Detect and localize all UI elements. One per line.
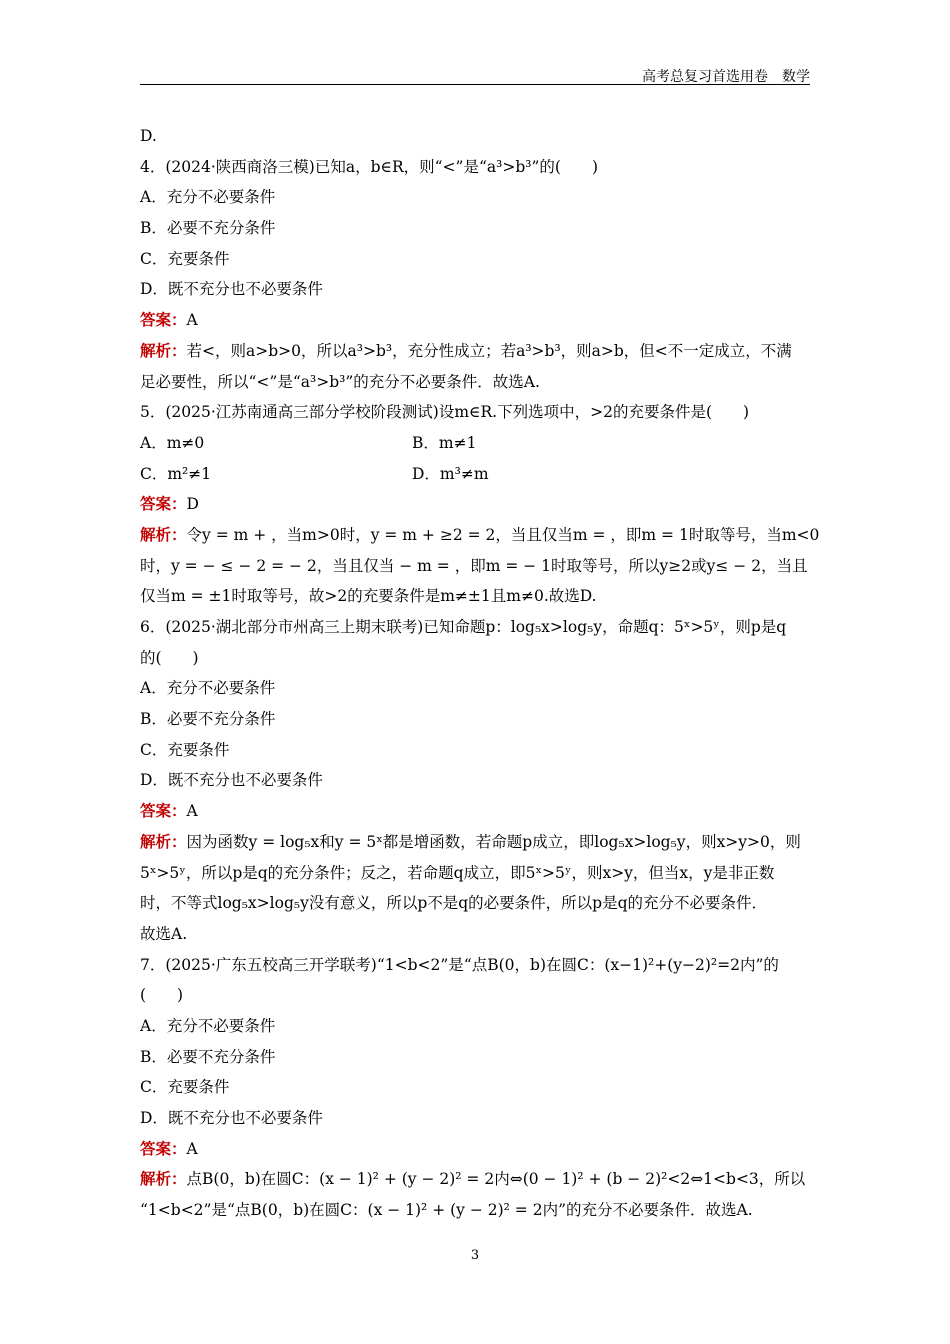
option-b: B．必要不充分条件 [140,710,276,729]
option-a: A．充分不必要条件 [140,679,276,698]
option-a: A．m≠0 [140,433,205,452]
analysis-label: 解析： [140,1169,187,1189]
option-b: B．m≠1 [412,433,477,452]
analysis-text: 令y = m + ，当m>0时，y = m + ≥2 = 2，当且仅当m = ，即m = 1时取等号，当m<0 [186,525,820,544]
question-4-stem: 4．(2024·陕西商洛三模)已知a，b∈R，则“<”是“a³>b³”的( ) [140,157,598,176]
option-c: C．充要条件 [140,1078,230,1097]
header-title: 高考总复习首选用卷 数学 [642,69,810,85]
answer-label: 答案： [140,494,187,514]
answer-label: 答案： [140,310,187,330]
analysis-text: 点B(0，b)在圆C：(x − 1)² + (y − 2)² = 2内⇔(0 − 1)² + (b − 2)²<2⇔1<b<3，所以 [186,1170,806,1189]
analysis-label: 解析： [140,831,187,851]
option-d: D．既不充分也不必要条件 [140,280,323,299]
analysis-text: “1<b<2”是“点B(0，b)在圆C：(x − 1)² + (y − 2)² = 2内”的充分不必要条件．故选A. [140,1201,753,1220]
analysis-text: 仅当m = ±1时取等号，故>2的充要条件是m≠±1且m≠0.故选D. [140,587,597,606]
option-c: C．充要条件 [140,249,230,268]
analysis-text: 因为函数y = log₅x和y = 5ˣ都是增函数，若命题p成立，即log₅x>log₅y，则x>y>0，则 [186,832,801,851]
analysis-text: 若<，则a>b>0，所以a³>b³，充分性成立；若a³>b³，则a>b，但<不一定成立，不满 [186,341,792,360]
text-line: D. [140,127,157,145]
analysis-label: 解析： [140,340,187,360]
option-d: D．m³≠m [412,464,489,483]
analysis-line [140,1164,810,1195]
question-5-stem: 5．(2025·江苏南通高三部分学校阶段测试)设m∈R.下列选项中，>2的充要条件是( ) [140,403,750,422]
answer-label: 答案： [140,1138,187,1158]
answer-value: A [186,1139,198,1158]
option-d: D．既不充分也不必要条件 [140,771,323,790]
analysis-line [140,827,810,858]
answer-line [140,305,810,336]
analysis-text: 时，不等式log₅x>log₅y没有意义，所以p不是q的必要条件，所以p是q的充分不必要条件． [140,894,768,913]
option-a: A．充分不必要条件 [140,1016,276,1035]
question-6-stem: 6．(2025·湖北部分市州高三上期末联考)已知命题p：log₅x>log₅y，命题q：5ˣ>5ʸ，则p是q [140,618,787,636]
answer-value: A [186,802,198,821]
option-b: B．必要不充分条件 [140,219,276,238]
page-header [140,64,810,85]
option-row [140,428,810,459]
option-c: C．充要条件 [140,740,230,759]
analysis-line [140,336,810,367]
question-6-stem-cont: 的( ) [140,648,199,667]
answer-line [140,796,810,827]
answer-line [140,1134,810,1165]
analysis-line [140,520,820,551]
option-a: A．充分不必要条件 [140,188,276,207]
answer-label: 答案： [140,801,187,821]
option-row [140,459,810,490]
option-b: B．必要不充分条件 [140,1047,276,1066]
analysis-text: 足必要性，所以“<”是“a³>b³”的充分不必要条件．故选A. [140,372,540,391]
analysis-label: 解析： [140,524,187,544]
document-body [140,121,820,1226]
option-c: C．m²≠1 [140,464,212,483]
answer-line [140,489,810,520]
answer-value: A [186,311,198,330]
answer-value: D [186,495,199,514]
analysis-text: 时，y = − ≤ − 2 = − 2，当且仅当 − m = ，即m = − 1时取等号，所以y≥2或y≤ − 2，当且 [140,556,808,575]
option-d: D．既不充分也不必要条件 [140,1109,323,1127]
question-7-stem-cont: ( ) [140,986,184,1005]
analysis-text: 故选A. [140,924,188,943]
page-number: 3 [470,1248,480,1263]
analysis-text: 5ˣ>5ʸ，所以p是q的充分条件；反之，若命题q成立，即5ˣ>5ʸ，则x>y，但当x，y是非正数 [140,863,775,882]
question-7-stem: 7．(2025·广东五校高三开学联考)“1<b<2”是“点B(0，b)在圆C：(x−1)²+(y−2)²=2内”的 [140,955,779,974]
